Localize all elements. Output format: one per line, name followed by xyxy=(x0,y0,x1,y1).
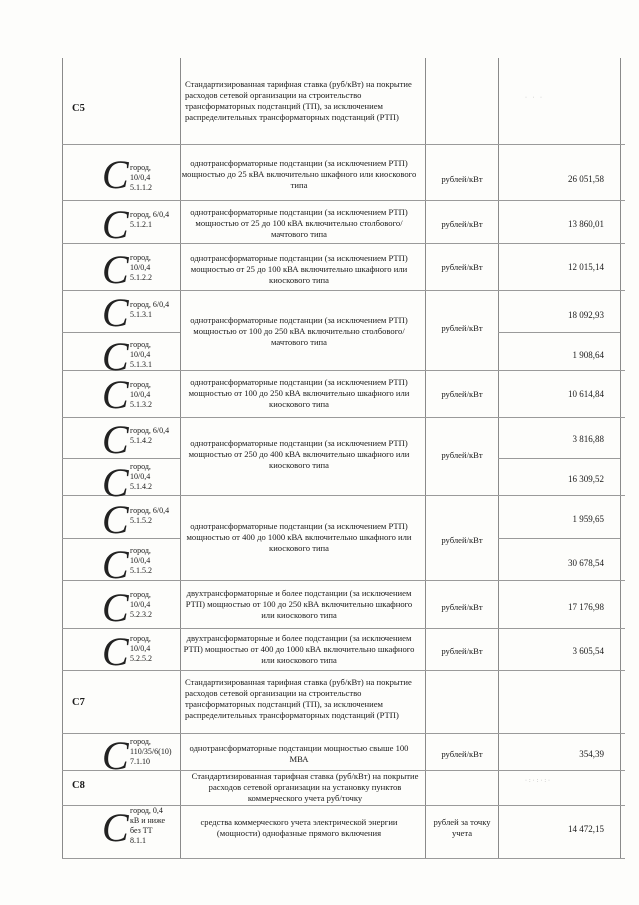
row-unit: рублей/кВт xyxy=(441,262,483,272)
row-rule xyxy=(62,290,625,291)
row-symbol: С xyxy=(102,290,129,335)
row-location: город, 10/0,4 5.2.5.2 xyxy=(130,634,152,663)
row-description: однотрансформаторные подстанции (за исключением РТП) мощностью до 25 кВА включительно шкафного или киоскового типа xyxy=(181,158,417,190)
row-rule xyxy=(62,733,625,734)
row-symbol: С xyxy=(102,497,129,542)
row-value: 12 015,14 xyxy=(568,262,604,272)
row-value: 26 051,58 xyxy=(568,174,604,184)
row-location: город, 10/0,4 5.1.4.2 xyxy=(130,462,152,491)
row-symbol: С xyxy=(102,202,129,247)
row-unit: рублей/кВт xyxy=(441,219,483,229)
section-code-c8: С8 xyxy=(72,780,85,791)
section-code-c5: С5 xyxy=(72,103,85,114)
row-location: город, 6/0,4 5.1.2.1 xyxy=(130,210,170,229)
scan-speckle: ·:·:·:· xyxy=(525,778,552,784)
section-code-c7: С7 xyxy=(72,697,85,708)
row-symbol: С xyxy=(102,152,129,197)
row-value: 18 092,93 xyxy=(568,310,604,320)
row-description: однотрансформаторные подстанции (за исключением РТП) мощностью от 400 до 1000 кВА включительно шкафного или киоскового типа xyxy=(186,521,412,553)
row-location: город, 10/0,4 5.1.1.2 xyxy=(130,163,152,192)
row-symbol: С xyxy=(102,372,129,417)
scan-speckle: · · · xyxy=(525,95,544,101)
row-location: город, 10/0,4 5.1.2.2 xyxy=(130,253,152,282)
column-rule xyxy=(425,58,426,858)
row-value: 17 176,98 xyxy=(568,602,604,612)
row-rule xyxy=(62,580,625,581)
row-location: город, 110/35/6(10) 7.1.10 xyxy=(130,737,172,766)
row-location: город, 6/0,4 5.1.3.1 xyxy=(130,300,170,319)
row-description: однотрансформаторные подстанции (за исключением РТП) мощностью от 250 до 400 кВА включительно шкафного или киоскового типа xyxy=(188,438,410,470)
row-symbol: С xyxy=(102,460,129,505)
row-description: однотрансформаторные подстанции (за исключением РТП) мощностью от 100 до 250 кВА включительно шкафного или киоскового типа xyxy=(188,377,410,409)
row-value: 16 309,52 xyxy=(568,474,604,484)
row-unit: рублей/кВт xyxy=(441,174,483,184)
row-symbol: С xyxy=(102,733,129,778)
section-header-c5: Стандартизированная тарифная ставка (руб/кВт) на покрытие расходов сетевой организации на строительство трансформаторных подстанций (ТП), за исключением распределительных трансформаторных подстанций (РТП) xyxy=(185,79,412,122)
row-value: 354,39 xyxy=(579,749,604,759)
row-symbol: С xyxy=(102,417,129,462)
row-description: однотрансформаторные подстанции (за исключением РТП) мощностью от 25 до 100 кВА включительно шкафного или киоскового типа xyxy=(190,253,408,285)
row-value: 1 908,64 xyxy=(572,350,604,360)
row-value: 10 614,84 xyxy=(568,389,604,399)
row-description: двухтрансформаторные и более подстанции (за исключением РТП) мощностью от 100 до 250 кВА включительно шкафного или киоскового типа xyxy=(185,588,413,620)
column-rule xyxy=(620,58,621,858)
row-location: город, 0,4 кВ и ниже без ТТ 8.1.1 xyxy=(130,806,166,845)
row-value: 30 678,54 xyxy=(568,558,604,568)
row-unit: рублей/кВт xyxy=(441,323,483,333)
row-description: однотрансформаторные подстанции (за исключением РТП) мощностью от 100 до 250 кВА включительно столбового/мачтового типа xyxy=(190,315,408,347)
row-rule xyxy=(62,243,625,244)
row-rule xyxy=(62,670,625,671)
row-symbol: С xyxy=(102,805,129,850)
row-location: город, 10/0,4 5.1.3.1 xyxy=(130,340,152,369)
row-rule xyxy=(62,858,625,859)
row-rule xyxy=(62,417,625,418)
row-unit: рублей/кВт xyxy=(441,535,483,545)
row-location: город, 6/0,4 5.1.5.2 xyxy=(130,506,170,525)
row-value: 3 605,54 xyxy=(572,646,604,656)
section-header-c8: Стандартизированная тарифная ставка (руб/кВт) на покрытие расходов сетевой организации на установку пунктов коммерческого учета руб/точку xyxy=(191,771,419,803)
row-value: 1 959,65 xyxy=(572,514,604,524)
row-symbol: С xyxy=(102,542,129,587)
row-symbol: С xyxy=(102,334,129,379)
row-location: город, 6/0,4 5.1.4.2 xyxy=(130,426,170,445)
row-rule xyxy=(498,332,620,333)
row-unit: рублей/кВт xyxy=(441,646,483,656)
row-unit: рублей/кВт xyxy=(441,389,483,399)
row-description: однотрансформаторные подстанции мощностью свыше 100 МВА xyxy=(189,743,409,764)
row-unit: рублей/кВт xyxy=(441,749,483,759)
row-symbol: С xyxy=(102,247,129,292)
row-rule xyxy=(62,144,625,145)
row-location: город, 10/0,4 5.1.3.2 xyxy=(130,380,152,409)
row-unit: рублей за точку учета xyxy=(433,817,491,838)
row-rule xyxy=(62,495,625,496)
row-rule xyxy=(498,538,620,539)
row-value: 14 472,15 xyxy=(568,824,604,834)
row-value: 3 816,88 xyxy=(572,434,604,444)
row-value: 13 860,01 xyxy=(568,219,604,229)
row-location: город, 10/0,4 5.2.3.2 xyxy=(130,590,152,619)
row-symbol: С xyxy=(102,629,129,674)
section-header-c7: Стандартизированная тарифная ставка (руб/кВт) на покрытие расходов сетевой организации на строительство трансформаторных подстанций (ТП), за исключением распределительных трансформаторных подстанций (РТП) xyxy=(185,677,412,720)
row-rule xyxy=(62,200,625,201)
row-rule xyxy=(62,370,625,371)
row-location: город, 10/0,4 5.1.5.2 xyxy=(130,546,152,575)
row-description: однотрансформаторные подстанции (за исключением РТП) мощностью от 25 до 100 кВА включительно столбового/мачтового типа xyxy=(190,207,408,239)
row-unit: рублей/кВт xyxy=(441,602,483,612)
row-description: двухтрансформаторные и более подстанции (за исключением РТП) мощностью от 400 до 1000 кВА включительно шкафного или киоскового типа xyxy=(183,633,415,665)
row-rule xyxy=(62,628,625,629)
row-rule xyxy=(498,458,620,459)
row-symbol: С xyxy=(102,585,129,630)
row-description: средства коммерческого учета электрической энергии (мощности) однофазные прямого включения xyxy=(200,817,398,838)
row-unit: рублей/кВт xyxy=(441,450,483,460)
